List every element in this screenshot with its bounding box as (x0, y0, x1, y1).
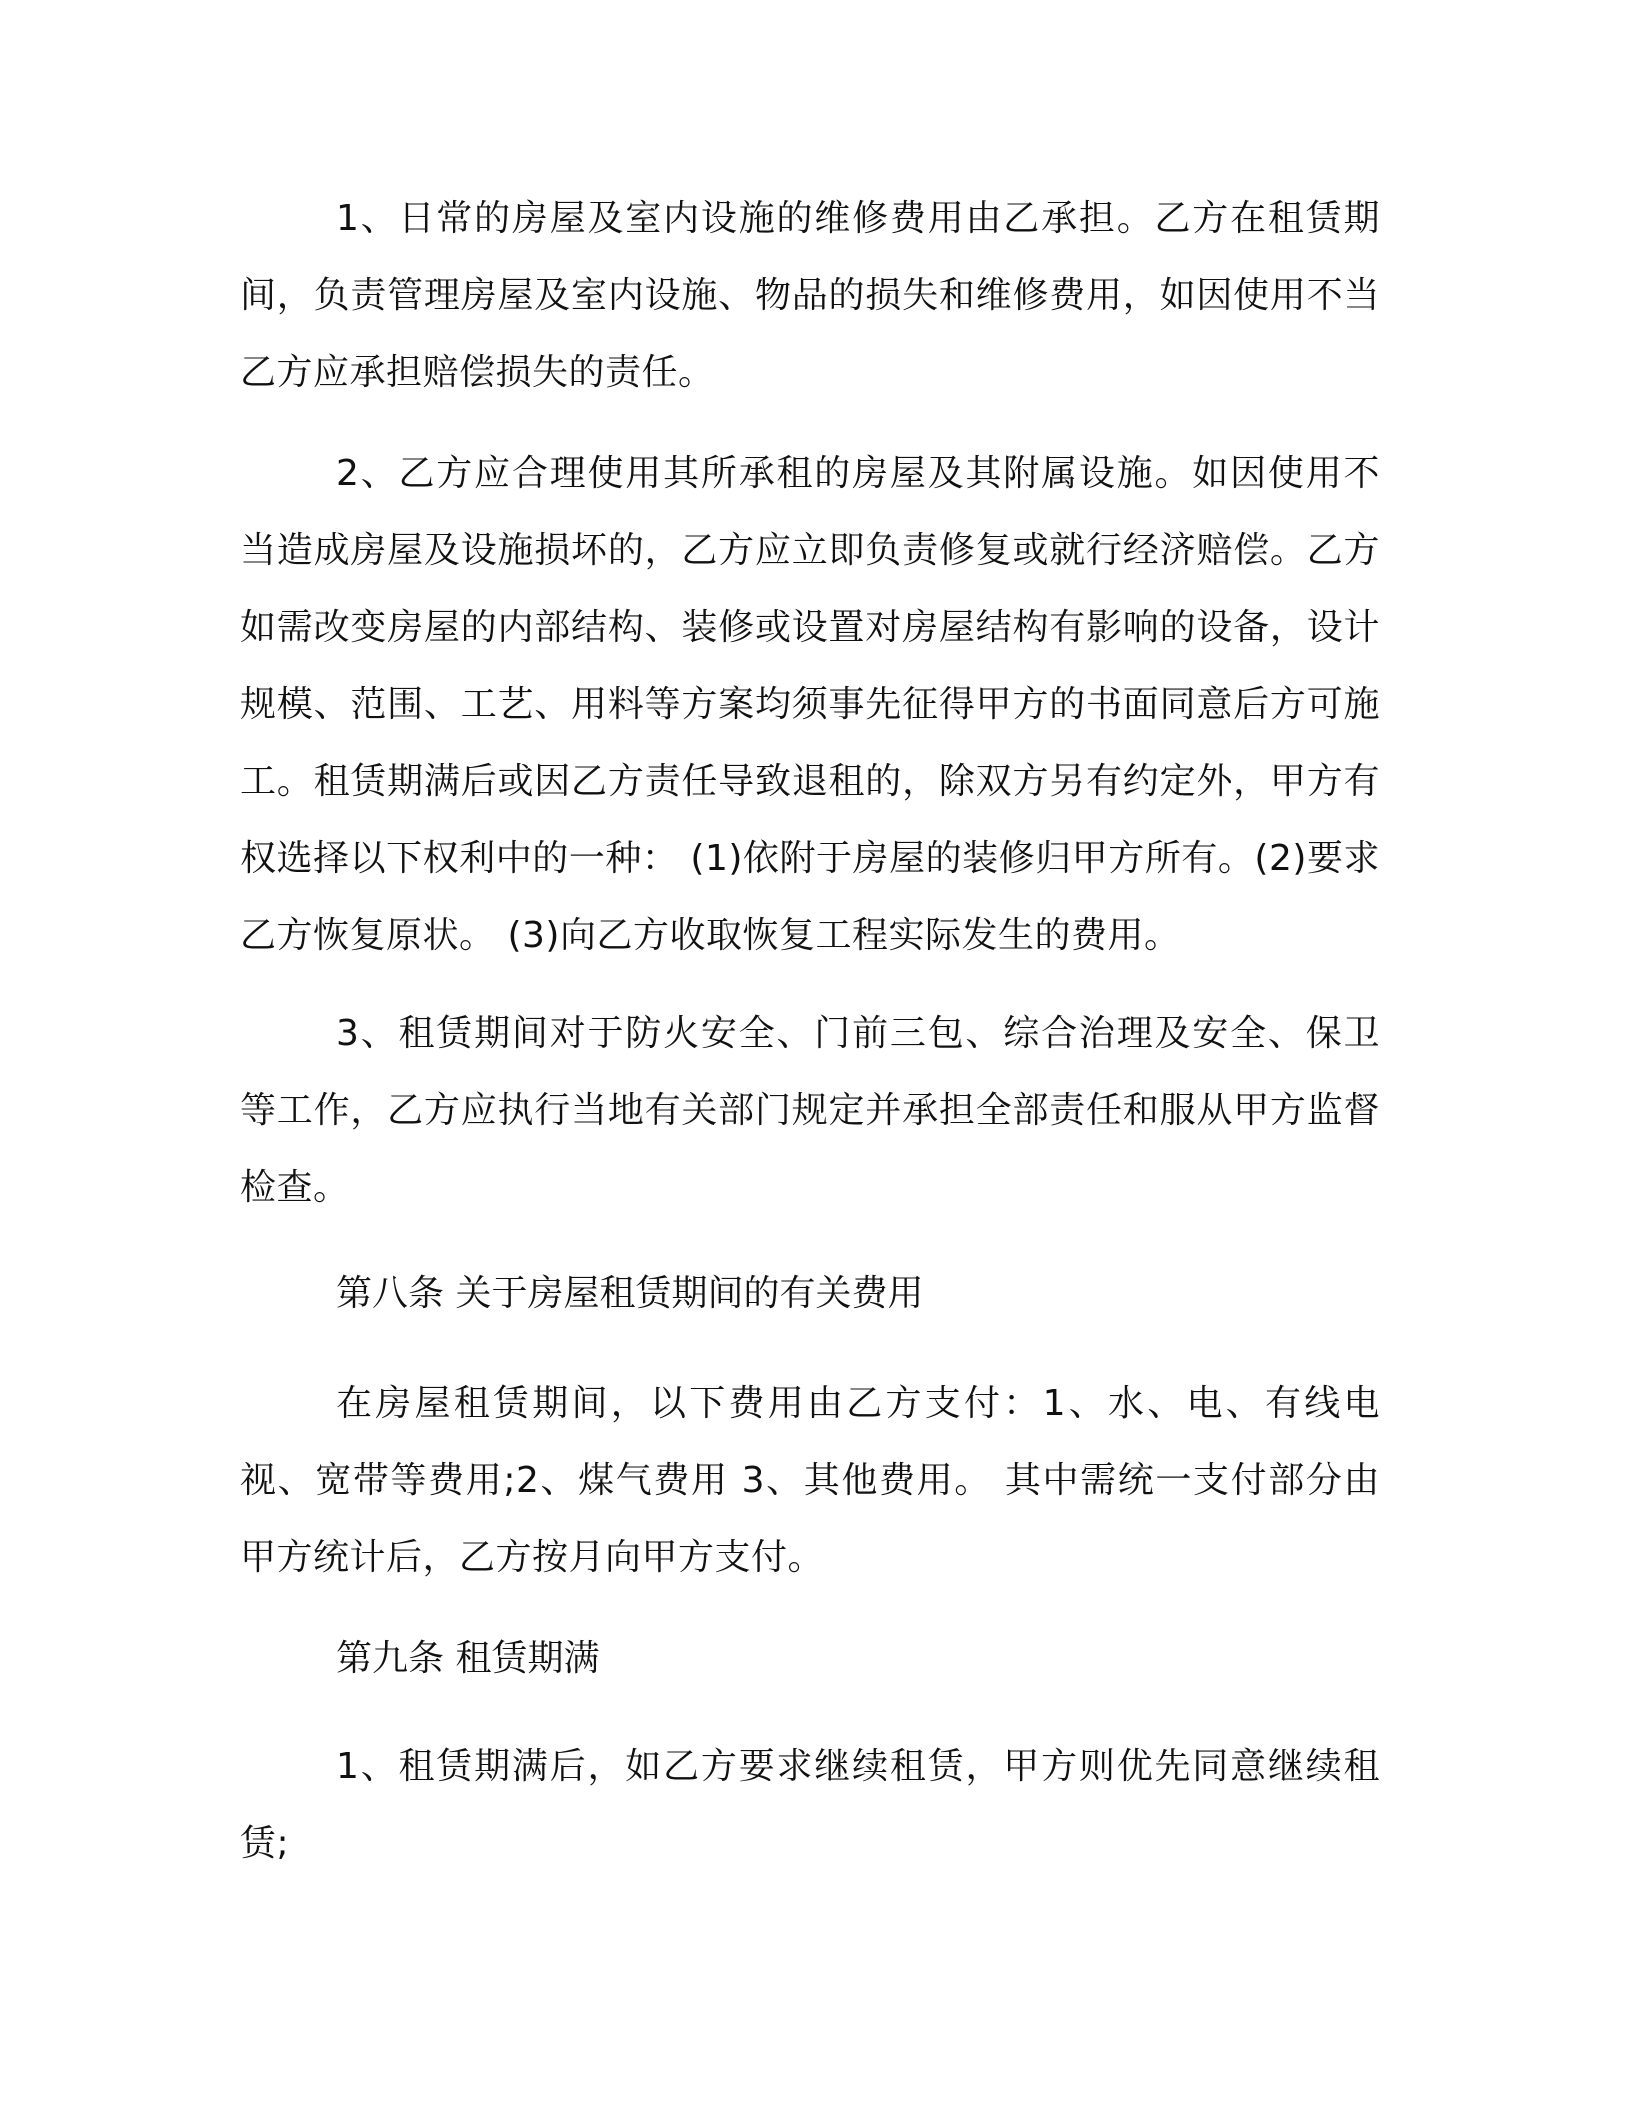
clause-paragraph-2: 2、乙方应合理使用其所承租的房屋及其附属设施。如因使用不当造成房屋及设施损坏的，乙方应立即负责修复或就行经济赔偿。乙方如需改变房屋的内部结构、装修或设置对房屋结构有影响的设备，设计规模、范围、工艺、用料等方案均须事先征得甲方的书面同意后方可施工。租赁期满后或因乙方责任导致退租的，除双方另有约定外，甲方有权选择以下权利中的一种： (1)依附于房屋的装修归甲方所有。(2)要求乙方恢复原状。 (3)向乙方收取恢复工程实际发生的费用。 (240, 453, 1380, 956)
article-9-heading: 第九条 租赁期满 (336, 1638, 600, 1679)
clause-paragraph-1: 1、日常的房屋及室内设施的维修费用由乙承担。乙方在租赁期间，负责管理房屋及室内设施、物品的损失和维修费用，如因使用不当乙方应承担赔偿损失的责任。 (240, 198, 1380, 393)
lease-expiry-paragraph: 1、租赁期满后，如乙方要求继续租赁，甲方则优先同意继续租赁; (240, 1746, 1380, 1864)
article-8-heading: 第八条 关于房屋租赁期间的有关费用 (336, 1273, 924, 1314)
fees-paragraph: 在房屋租赁期间，以下费用由乙方支付：1、水、电、有线电视、宽带等费用;2、煤气费用 3、其他费用。 其中需统一支付部分由甲方统计后，乙方按月向甲方支付。 (240, 1383, 1380, 1578)
clause-paragraph-3: 3、租赁期间对于防火安全、门前三包、综合治理及安全、保卫等工作，乙方应执行当地有关部门规定并承担全部责任和服从甲方监督检查。 (240, 1013, 1380, 1208)
